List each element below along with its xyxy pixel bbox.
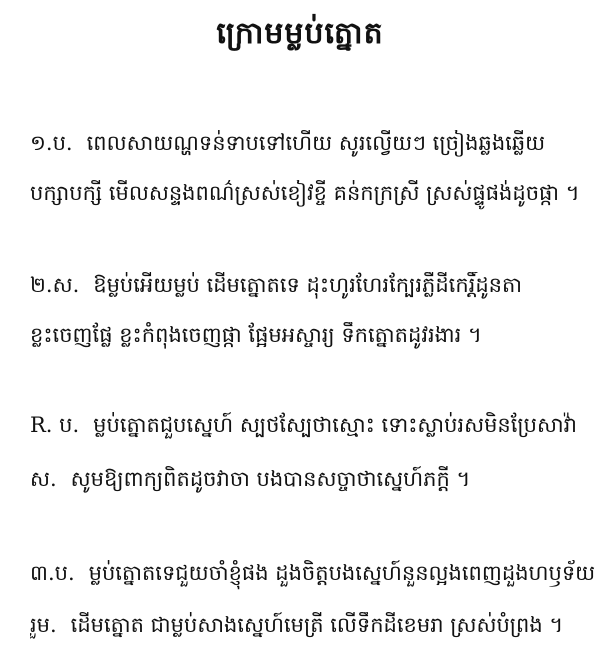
verse-3-line-1 [30, 560, 595, 591]
verse-3-line-2-text: ដើមត្នោត ជាម្លប់សាងស្នេហ៍មេត្រី លើទឹកដីខេមរា ស្រស់បំព្រង ។ [70, 613, 564, 637]
verse-3-line-2-label: រួម. [30, 613, 57, 637]
verse-3-line-1-text: ម្លប់ត្នោតទេជួយចាំខ្ញុំផង ដួងចិត្តបងស្នេហ៍នួនល្អងពេញដួងហឫទ័យ [88, 561, 595, 585]
verse-1-line-1 [30, 130, 595, 161]
verse-2-line-2 [30, 322, 595, 353]
refrain-line-2-text: សូមឱ្យពាក្យពិតដូចវាចា បងបានសច្ចាថាស្នេហ៍ភក្តី ។ [70, 467, 471, 491]
verse-1-line-2-text: បក្សាបក្សី មើលសន្ទងពណ៌ស្រស់ខៀវខ្ចី គន់កក្រស្រី ស្រស់ផ្ទូផង់ដូចផ្កា ។ [30, 181, 580, 205]
song-title: ក្រោមម្លប់ត្នោត [216, 16, 384, 51]
verse-1-line-1-text: ពេលសាយណ្ហទន់ទាបទៅហើយ សូរល្វើយៗ ច្រៀងឆ្លងឆ្លើយ [86, 131, 546, 155]
refrain-line-2 [30, 466, 595, 497]
refrain-line-2-label: ស. [30, 467, 57, 491]
refrain-line-1 [30, 412, 595, 443]
verse-2-line-1 [30, 272, 595, 303]
verse-2-line-1-text: ឱម្លប់អើយម្លប់ ដើមត្នោតទេ ដុះហូរហែរក្បែរភ្លឺដីកេរ្តិ៍ដូនតា [93, 273, 522, 297]
refrain-label: R. ប. [30, 413, 80, 437]
refrain-line-1-text: ម្លប់ត្នោតជួបស្នេហ៍ ស្បថស្បែថាស្មោះ ទោះស្លាប់រសមិនប្រែសាវ៉ា [93, 413, 577, 437]
verse-2-label: ២.ស. [30, 273, 80, 297]
verse-1-label: ១.ប. [30, 131, 73, 155]
verse-1-line-2 [30, 180, 595, 211]
verse-3-label: ៣.ប. [30, 561, 75, 585]
verse-3-line-2 [30, 612, 595, 643]
verse-2-line-2-text: ខ្លះចេញផ្លែ ខ្លះកំពុងចេញផ្កា ផ្អែមអស្ចារ្យ ទឹកត្នោតដូវរងារ ។ [30, 323, 482, 347]
